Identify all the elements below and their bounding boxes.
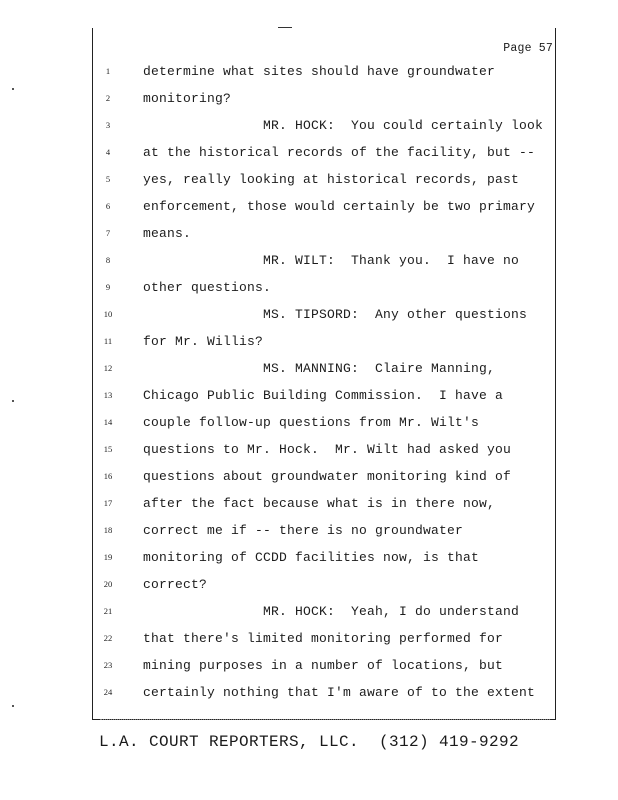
line-number: 7 [105, 228, 111, 238]
transcript-line: that there's limited monitoring performed for [143, 631, 504, 646]
transcript-line: enforcement, those would certainly be two primary [143, 199, 536, 214]
transcript-line: mining purposes in a number of locations, but [143, 658, 504, 673]
transcript-line: means. [143, 226, 192, 241]
line-number: 22 [103, 633, 113, 643]
page-number: Page 57 [503, 42, 553, 55]
transcript-line: correct? [143, 577, 208, 592]
transcript-line: Chicago Public Building Commission. I have a [143, 388, 504, 403]
transcript-line: MR. HOCK: You could certainly look [143, 118, 544, 133]
line-number: 3 [105, 120, 111, 130]
scan-noise-line [100, 719, 550, 721]
transcript-line: monitoring of CCDD facilities now, is that [143, 550, 480, 565]
transcript-line: determine what sites should have groundwater [143, 64, 496, 79]
line-number: 8 [105, 255, 111, 265]
line-number: 14 [103, 417, 113, 427]
line-number: 6 [105, 201, 111, 211]
transcript-line: for Mr. Willis? [143, 334, 264, 349]
line-number: 11 [103, 336, 113, 346]
scan-speck [12, 88, 14, 90]
transcript-line: other questions. [143, 280, 272, 295]
line-number: 13 [103, 390, 113, 400]
line-number: 24 [103, 687, 113, 697]
line-number: 4 [105, 147, 111, 157]
line-number: 20 [103, 579, 113, 589]
scan-speck [12, 400, 14, 402]
line-number: 9 [105, 282, 111, 292]
transcript-line: yes, really looking at historical records, past [143, 172, 520, 187]
transcript-line: at the historical records of the facility, but -- [143, 145, 536, 160]
transcript-line: MR. WILT: Thank you. I have no [143, 253, 520, 268]
transcript-line: monitoring? [143, 91, 232, 106]
transcript-line: MR. HOCK: Yeah, I do understand [143, 604, 520, 619]
line-number: 17 [103, 498, 113, 508]
line-number: 23 [103, 660, 113, 670]
line-number: 12 [103, 363, 113, 373]
transcript-line: after the fact because what is in there now, [143, 496, 496, 511]
transcript-line: questions to Mr. Hock. Mr. Wilt had asked you [143, 442, 512, 457]
transcript-line: certainly nothing that I'm aware of to the extent [143, 685, 536, 700]
line-number: 2 [105, 93, 111, 103]
line-number: 18 [103, 525, 113, 535]
line-number: 21 [103, 606, 113, 616]
line-number: 15 [103, 444, 113, 454]
footer-reporter: L.A. COURT REPORTERS, LLC. (312) 419-9292 [98, 733, 520, 751]
transcript-line: MS. TIPSORD: Any other questions [143, 307, 528, 322]
transcript-line: MS. MANNING: Claire Manning, [143, 361, 496, 376]
transcript-line: couple follow-up questions from Mr. Wilt's [143, 415, 480, 430]
transcript-line: correct me if -- there is no groundwater [143, 523, 464, 538]
line-number: 10 [103, 309, 113, 319]
line-number: 5 [105, 174, 111, 184]
line-number: 16 [103, 471, 113, 481]
line-number: 19 [103, 552, 113, 562]
scan-speck [12, 705, 14, 707]
line-number: 1 [105, 66, 111, 76]
transcript-line: questions about groundwater monitoring kind of [143, 469, 512, 484]
transcript-page [92, 28, 556, 720]
